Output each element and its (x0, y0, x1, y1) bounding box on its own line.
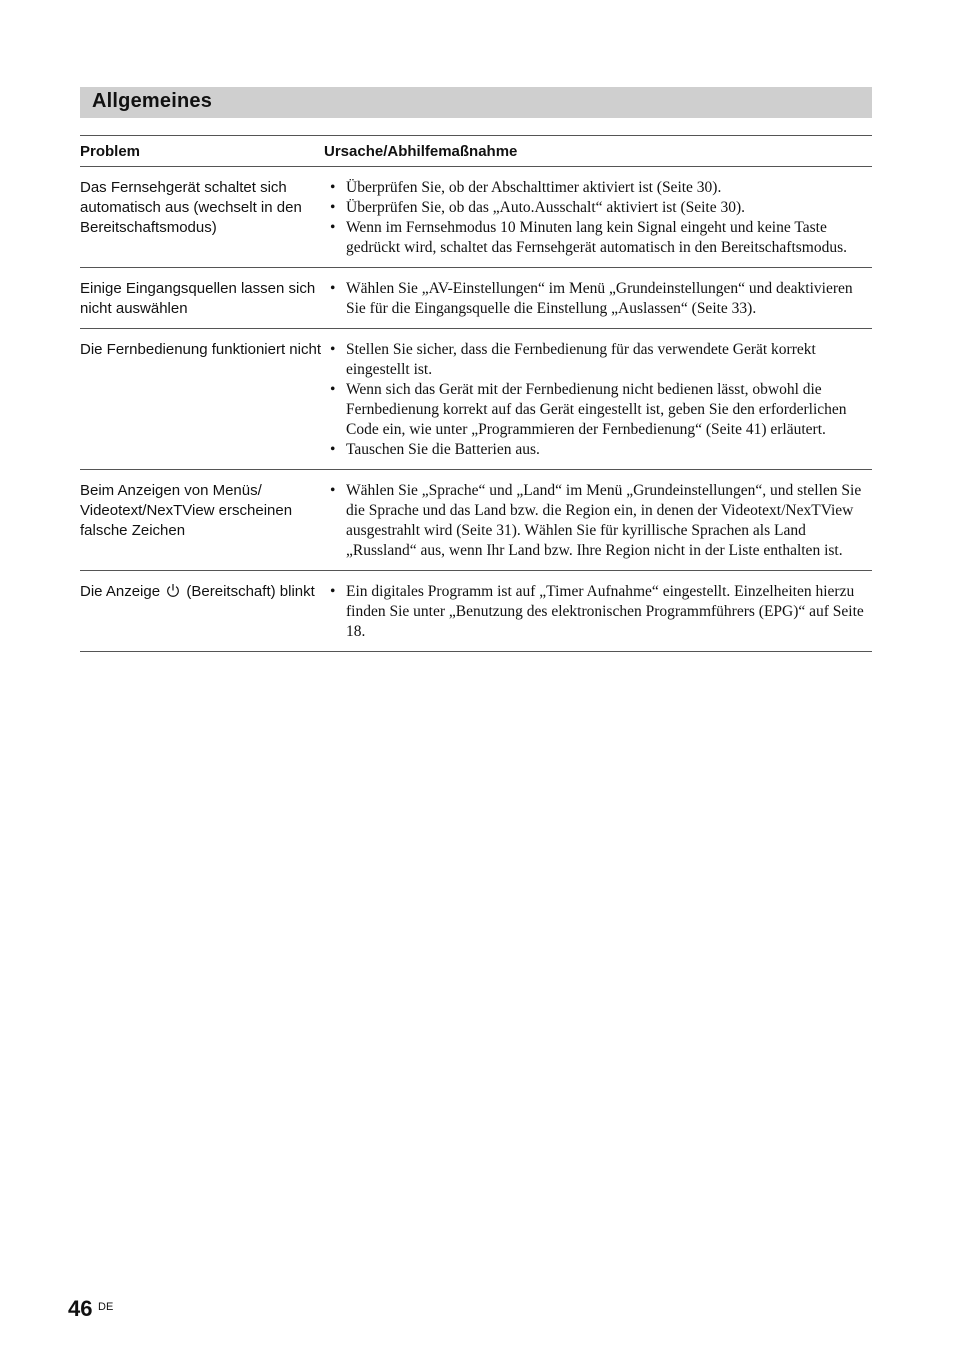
problem-cell: Beim Anzeigen von Menüs/ Videotext/NexTView erscheinen falsche Zeichen (80, 482, 293, 539)
cause-cell (330, 279, 872, 319)
problem-text-before-icon: Die Anzeige (80, 583, 161, 600)
cause-list (330, 582, 872, 642)
table-row (80, 571, 872, 652)
cause-item: • Wählen Sie „AV-Einstellungen“ im Menü „Grundeinstellungen“ und deaktivieren Sie für die Eingangsquelle die Einstellung „Auslassen“ (Seite 33). (330, 279, 872, 319)
table-row (80, 167, 872, 268)
table-header-row (80, 136, 872, 167)
header-problem: Problem (80, 142, 141, 160)
section-header-bar (80, 87, 872, 118)
power-standby-icon (166, 583, 180, 604)
page-language: DE (98, 1301, 114, 1313)
table-row (80, 329, 872, 470)
cause-item: • Ein digitales Programm ist auf „Timer Aufnahme“ eingestellt. Einzelheiten hierzu finden Sie unter „Benutzung des elektronischen Programmführers (EPG)“ auf Seite 18. (330, 582, 872, 642)
cause-list (330, 340, 872, 460)
cause-cell (330, 178, 872, 258)
cause-item: • Stellen Sie sicher, dass die Fernbedienung für das verwendete Gerät korrekt eingestellt ist. (330, 340, 872, 380)
cause-list (330, 279, 872, 319)
cause-cell (330, 340, 872, 460)
problem-cell: Das Fernsehgerät schaltet sich automatisch aus (wechselt in den Bereitschaftsmodus) (80, 179, 302, 236)
header-cause: Ursache/Abhilfemaßnahme (324, 142, 518, 160)
section-title: Allgemeines (92, 90, 213, 112)
cause-cell (330, 481, 872, 561)
table-row (80, 268, 872, 329)
troubleshooting-table (80, 135, 872, 652)
cause-item: • Wählen Sie „Sprache“ und „Land“ im Menü „Grundeinstellungen“, und stellen Sie die Sprache und das Land bzw. die Region ein, in denen der Videotext/NexTView ausgestrahlt wird (Seite 31). Wählen Sie für kyrillische Sprachen als Land „Russland“ aus, wenn Ihr Land bzw. Ihre Region nicht in der Liste enthalten ist. (330, 481, 872, 561)
page-number: 46 (68, 1296, 93, 1321)
problem-cell: Einige Eingangsquellen lassen sich nicht auswählen (80, 280, 316, 317)
cause-list (330, 178, 872, 258)
problem-text-after-icon: (Bereitschaft) blinkt (186, 583, 315, 600)
table-row (80, 470, 872, 571)
cause-cell (330, 582, 872, 642)
cause-item: • Wenn sich das Gerät mit der Fernbedienung nicht bedienen lässt, obwohl die Fernbedienung korrekt auf das Gerät eingestellt ist, geben Sie den erforderlichen Code ein, wie unter „Programmieren der Fernbedienung“ (Seite 41) erläutert. (330, 380, 872, 440)
problem-cell (80, 582, 330, 642)
cause-item: • Überprüfen Sie, ob der Abschalttimer aktiviert ist (Seite 30). (330, 178, 872, 198)
cause-item: • Überprüfen Sie, ob das „Auto.Ausschalt“ aktiviert ist (Seite 30). (330, 198, 872, 218)
cause-item: • Wenn im Fernsehmodus 10 Minuten lang kein Signal eingeht und keine Taste gedrückt wird, schaltet das Fernsehgerät automatisch in den Bereitschaftsmodus. (330, 218, 872, 258)
cause-item: • Tauschen Sie die Batterien aus. (330, 440, 872, 460)
problem-cell: Die Fernbedienung funktioniert nicht (80, 341, 321, 358)
cause-list (330, 481, 872, 561)
